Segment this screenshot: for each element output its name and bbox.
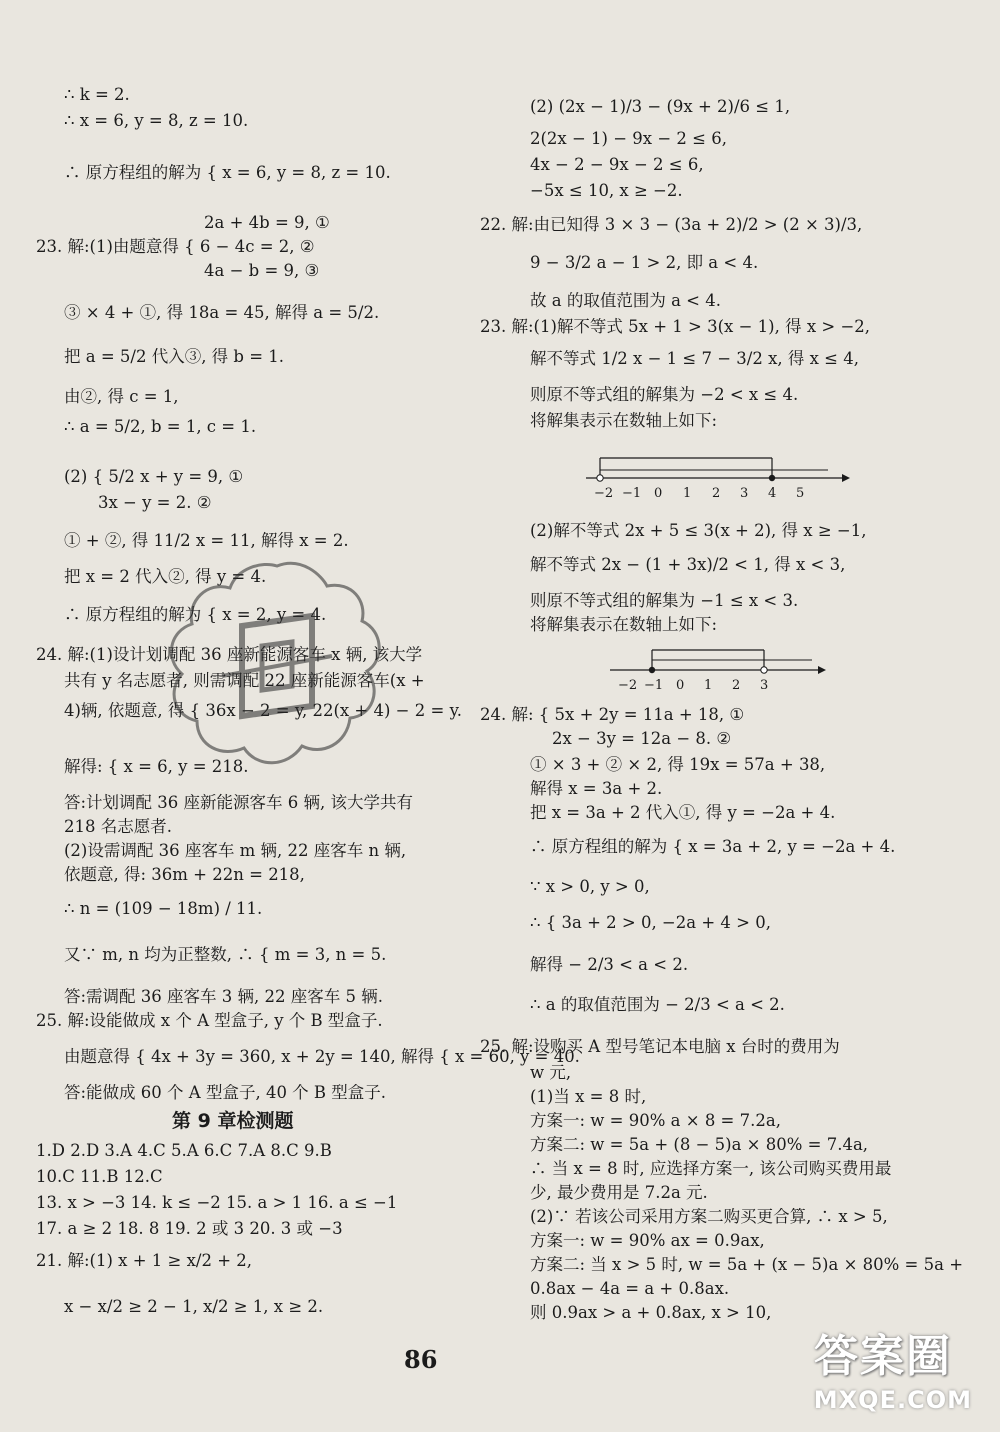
text-line: 少, 最少费用是 7.2a 元. (530, 1183, 708, 1202)
stamp-logo (162, 556, 392, 776)
tick-label: 0 (654, 486, 663, 500)
text-line: ① × 3 + ② × 2, 得 19x = 57a + 38, (530, 755, 826, 774)
text-line: 方案二: w = 5a + (8 − 5)a × 80% = 7.4a, (530, 1135, 869, 1154)
text-line: ∴ x = 6, y = 8, z = 10. (64, 111, 249, 130)
number-line-2 (606, 642, 836, 692)
tick-label: 2 (732, 678, 741, 692)
text-line: 24. 解: { 5x + 2y = 11a + 18, ① (480, 705, 745, 724)
text-line: ∴ { 3a + 2 > 0, −2a + 4 > 0, (530, 913, 771, 932)
tick-label: 5 (796, 486, 805, 500)
tick-label: 4 (768, 486, 777, 500)
text-line: ∵ x > 0, y > 0, (530, 877, 650, 896)
answer-line: x − x/2 ≥ 2 − 1, x/2 ≥ 1, x ≥ 2. (64, 1297, 324, 1316)
tick-label: 3 (760, 678, 769, 692)
text-line: 23. 解:(1)解不等式 5x + 1 > 3(x − 1), 得 x > −2, (480, 317, 871, 336)
text-line: 2x − 3y = 12a − 8. ② (552, 729, 732, 748)
text-line: 218 名志愿者. (64, 817, 172, 836)
text-line: −5x ≤ 10, x ≥ −2. (530, 181, 683, 200)
text-line: 又∵ m, n 均为正整数, ∴ { m = 3, n = 5. (64, 945, 387, 964)
text-line: ∴ k = 2. (64, 85, 130, 104)
text-line: (2)解不等式 2x + 5 ≤ 3(x + 2), 得 x ≥ −1, (530, 521, 867, 540)
text-line: 4)辆, 依题意, 得 { 36x − 2 = y, 22(x + 4) − 2 = y. (64, 701, 462, 720)
text-line: 则原不等式组的解集为 −1 ≤ x < 3. (530, 591, 799, 610)
text-line: 3x − y = 2. ② (98, 493, 212, 512)
text-line: 则原不等式组的解集为 −2 < x ≤ 4. (530, 385, 799, 404)
text-line: 解不等式 2x − (1 + 3x)/2 < 1, 得 x < 3, (530, 555, 846, 574)
text-line: ∴ 原方程组的解为 { x = 6, y = 8, z = 10. (64, 163, 391, 182)
text-line: (1)当 x = 8 时, (530, 1087, 647, 1106)
text-line: 把 x = 3a + 2 代入①, 得 y = −2a + 4. (530, 803, 836, 822)
text-line: ∴ 原方程组的解为 { x = 2, y = 4. (64, 605, 327, 624)
text-line: 把 a = 5/2 代入③, 得 b = 1. (64, 347, 285, 366)
section-heading: 第 9 章检测题 (172, 1110, 294, 1132)
text-line: 方案一: w = 90% ax = 0.9ax, (530, 1231, 765, 1250)
text-line: 4a − b = 9, ③ (204, 261, 320, 280)
text-line: ∴ 原方程组的解为 { x = 3a + 2, y = −2a + 4. (530, 837, 896, 856)
tick-label: 2 (712, 486, 721, 500)
text-line: 23. 解:(1)由题意得 { 6 − 4c = 2, ② (36, 237, 315, 256)
text-line: 将解集表示在数轴上如下: (530, 411, 718, 430)
watermark-url: MXQE.COM (813, 1386, 972, 1414)
text-line: ③ × 4 + ①, 得 18a = 45, 解得 a = 5/2. (64, 303, 380, 322)
number-line-1 (580, 450, 860, 500)
text-line: 25. 解:设购买 A 型号笔记本电脑 x 台时的费用为 (480, 1037, 840, 1056)
tick-label: 3 (740, 486, 749, 500)
text-line: w 元, (530, 1063, 572, 1082)
text-line: 把 x = 2 代入②, 得 y = 4. (64, 567, 267, 586)
text-line: 答:计划调配 36 座新能源客车 6 辆, 该大学共有 (64, 793, 414, 812)
page-number: 86 (404, 1345, 438, 1374)
text-line: 22. 解:由已知得 3 × 3 − (3a + 2)/2 > (2 × 3)/3, (480, 215, 863, 234)
text-line: ① + ②, 得 11/2 x = 11, 解得 x = 2. (64, 531, 349, 550)
tick-label: −2 (618, 678, 638, 692)
text-line: 将解集表示在数轴上如下: (530, 615, 718, 634)
text-line: 答:能做成 60 个 A 型盒子, 40 个 B 型盒子. (64, 1083, 387, 1102)
text-line: ∴ a = 5/2, b = 1, c = 1. (64, 417, 257, 436)
text-line: 依题意, 得: 36m + 22n = 218, (64, 865, 305, 884)
text-line: 方案二: 当 x > 5 时, w = 5a + (x − 5)a × 80% = 5a + (530, 1255, 964, 1274)
text-line: 由②, 得 c = 1, (64, 387, 179, 406)
answer-line: 10.C 11.B 12.C (36, 1167, 163, 1186)
text-line: 解不等式 1/2 x − 1 ≤ 7 − 3/2 x, 得 x ≤ 4, (530, 349, 859, 368)
tick-label: −1 (622, 486, 642, 500)
answer-line: 17. a ≥ 2 18. 8 19. 2 或 3 20. 3 或 −3 (36, 1219, 343, 1238)
tick-label: −1 (644, 678, 664, 692)
text-line: (2) (2x − 1)/3 − (9x + 2)/6 ≤ 1, (530, 97, 791, 116)
text-line: 方案一: w = 90% a × 8 = 7.2a, (530, 1111, 781, 1130)
text-line: 0.8ax − 4a = a + 0.8ax. (530, 1279, 730, 1298)
text-line: 9 − 3/2 a − 1 > 2, 即 a < 4. (530, 253, 759, 272)
tick-label: 0 (676, 678, 685, 692)
text-line: ∴ 当 x = 8 时, 应选择方案一, 该公司购买费用最 (530, 1159, 892, 1178)
text-line: 解得: { x = 6, y = 218. (64, 757, 249, 776)
text-line: 则 0.9ax > a + 0.8ax, x > 10, (530, 1303, 772, 1322)
text-line: 4x − 2 − 9x − 2 ≤ 6, (530, 155, 704, 174)
text-line: 2(2x − 1) − 9x − 2 ≤ 6, (530, 129, 727, 148)
text-line: 故 a 的取值范围为 a < 4. (530, 291, 721, 310)
text-line: 答:需调配 36 座客车 3 辆, 22 座客车 5 辆. (64, 987, 383, 1006)
text-line: (2) { 5/2 x + y = 9, ① (64, 467, 244, 486)
text-line: 共有 y 名志愿者, 则需调配 22 座新能源客车(x + (64, 671, 425, 690)
text-line: 解得 − 2/3 < a < 2. (530, 955, 689, 974)
watermark-title: 答案圈 (814, 1331, 952, 1382)
tick-label: 1 (683, 486, 692, 500)
tick-label: −2 (594, 486, 614, 500)
text-line: ∴ a 的取值范围为 − 2/3 < a < 2. (530, 995, 785, 1014)
tick-label: 1 (704, 678, 713, 692)
answer-line: 21. 解:(1) x + 1 ≥ x/2 + 2, (36, 1251, 253, 1270)
answer-line: 13. x > −3 14. k ≤ −2 15. a > 1 16. a ≤ −1 (36, 1193, 398, 1212)
answer-line: 1.D 2.D 3.A 4.C 5.A 6.C 7.A 8.C 9.B (36, 1141, 332, 1160)
text-line: 解得 x = 3a + 2. (530, 779, 663, 798)
text-line: 25. 解:设能做成 x 个 A 型盒子, y 个 B 型盒子. (36, 1011, 383, 1030)
text-line: 24. 解:(1)设计划调配 36 座新能源客车 x 辆, 该大学 (36, 645, 423, 664)
text-line: (2)设需调配 36 座客车 m 辆, 22 座客车 n 辆, (64, 841, 407, 860)
text-line: 由题意得 { 4x + 3y = 360, x + 2y = 140, 解得 { x = 60, y = 40. (64, 1047, 580, 1066)
text-line: ∴ n = (109 − 18m) / 11. (64, 899, 263, 918)
text-line: 2a + 4b = 9, ① (204, 213, 330, 232)
text-line: (2)∵ 若该公司采用方案二购买更合算, ∴ x > 5, (530, 1207, 888, 1226)
watermark-logo (762, 1331, 992, 1424)
